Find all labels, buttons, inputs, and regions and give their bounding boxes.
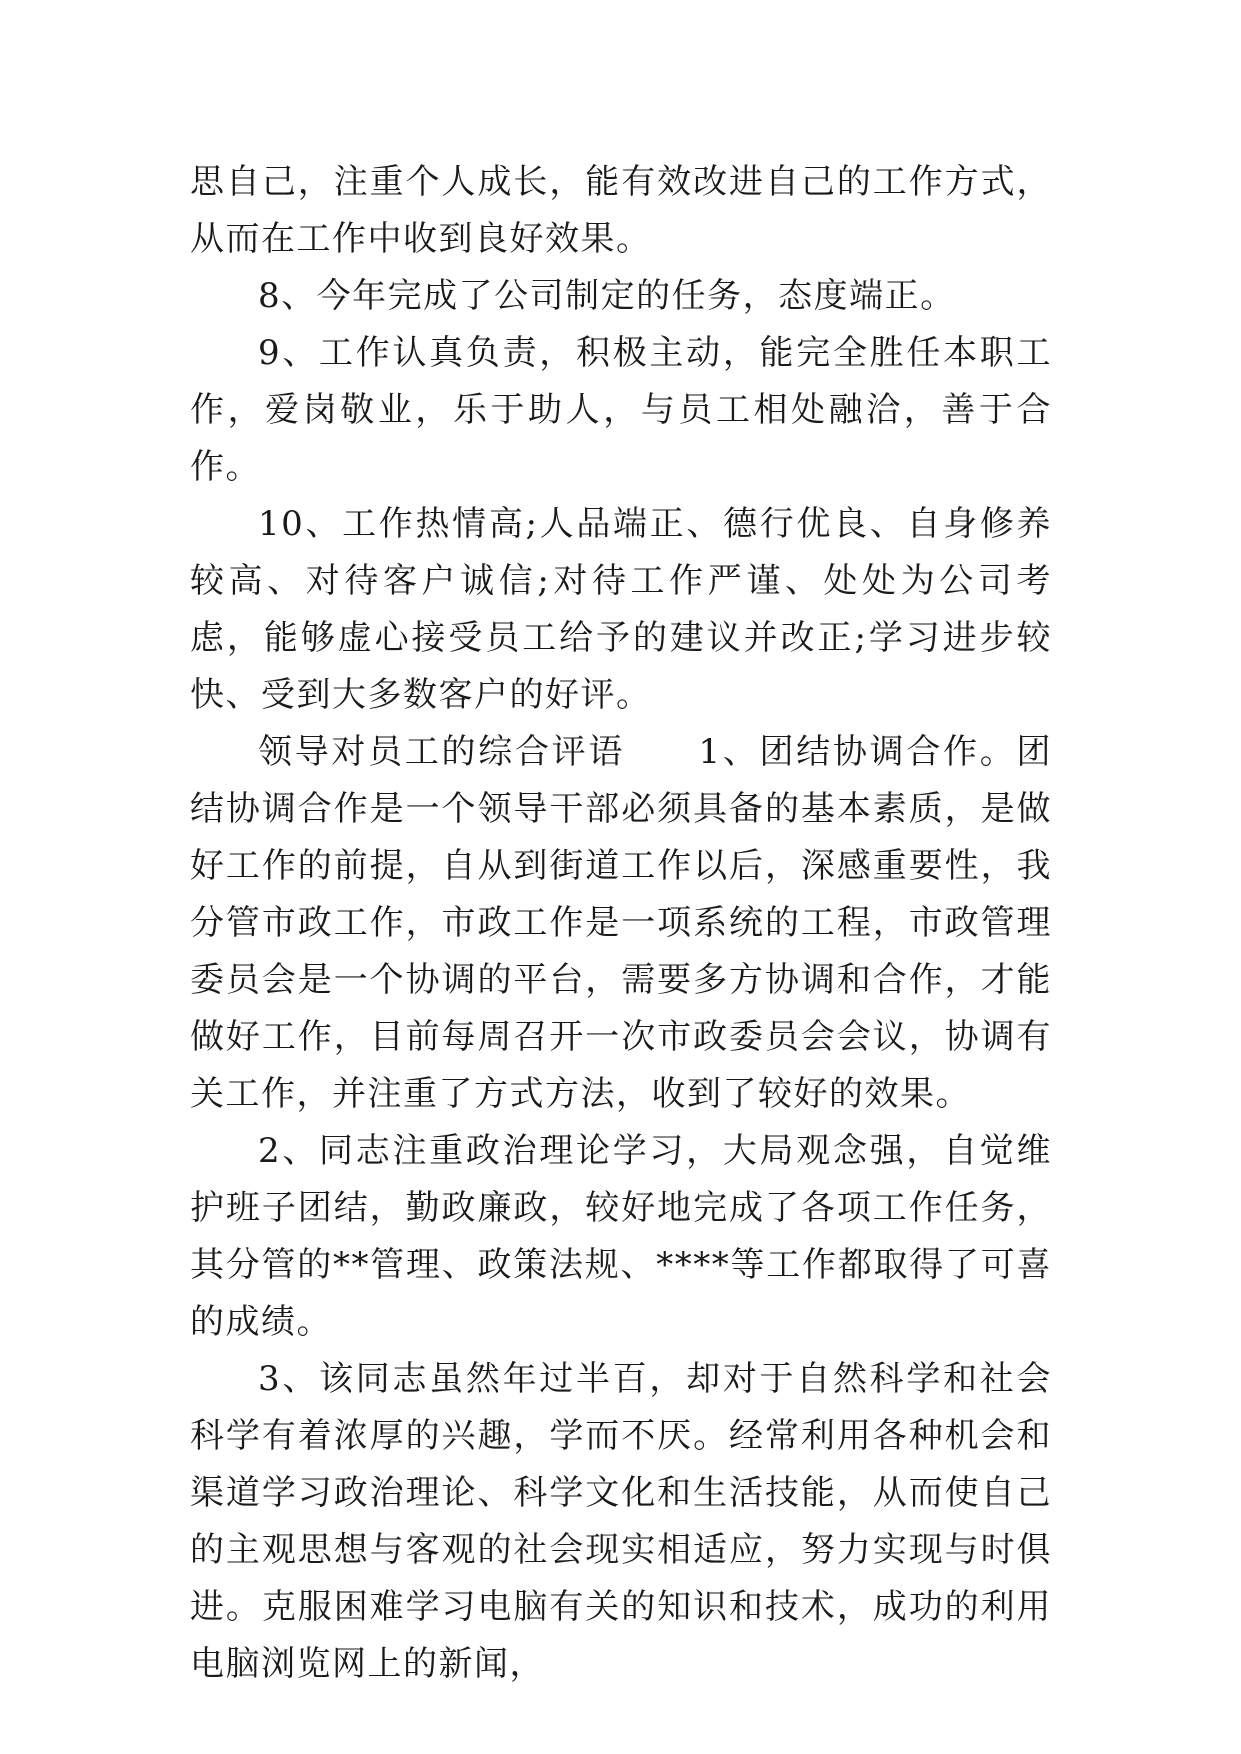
- paragraph-leader-review-1: 领导对员工的综合评语 1、团结协调合作。团结协调合作是一个领导干部必须具备的基本素质，是做好工作的前提，自从到街道工作以后，深感重要性，我分管市政工作，市政工作是一项系统的工程，市政管理委员会是一个协调的平台，需要多方协调和合作，才能做好工作，目前每周召开一次市政委员会会议，协调有关工作，并注重了方式方法，收到了较好的效果。: [190, 732, 1052, 1114]
- document-body: [190, 154, 1052, 1693]
- paragraph-continuation: 思自己，注重个人成长，能有效改进自己的工作方式，从而在工作中收到良好效果。: [190, 162, 1052, 259]
- paragraph-leader-review-3: 3、该同志虽然年过半百，却对于自然科学和社会科学有着浓厚的兴趣，学而不厌。经常利用各种机会和渠道学习政治理论、科学文化和生活技能，从而使自己的主观思想与客观的社会现实相适应，努力实现与时俱进。克服困难学习电脑有关的知识和技术，成功的利用电脑浏览网上的新闻，: [190, 1359, 1052, 1684]
- paragraph-item-10: 10、工作热情高;人品端正、德行优良、自身修养较高、对待客户诚信;对待工作严谨、处处为公司考虑，能够虚心接受员工给予的建议并改正;学习进步较快、受到大多数客户的好评。: [190, 504, 1052, 715]
- paragraph-item-8: 8、今年完成了公司制定的任务，态度端正。: [258, 276, 956, 316]
- paragraph-item-9: 9、工作认真负责，积极主动，能完全胜任本职工作，爱岗敬业，乐于助人，与员工相处融洽，善于合作。: [190, 333, 1052, 487]
- paragraph-leader-review-2: 2、同志注重政治理论学习，大局观念强，自觉维护班子团结，勤政廉政，较好地完成了各项工作任务，其分管的**管理、政策法规、****等工作都取得了可喜的成绩。: [190, 1131, 1052, 1342]
